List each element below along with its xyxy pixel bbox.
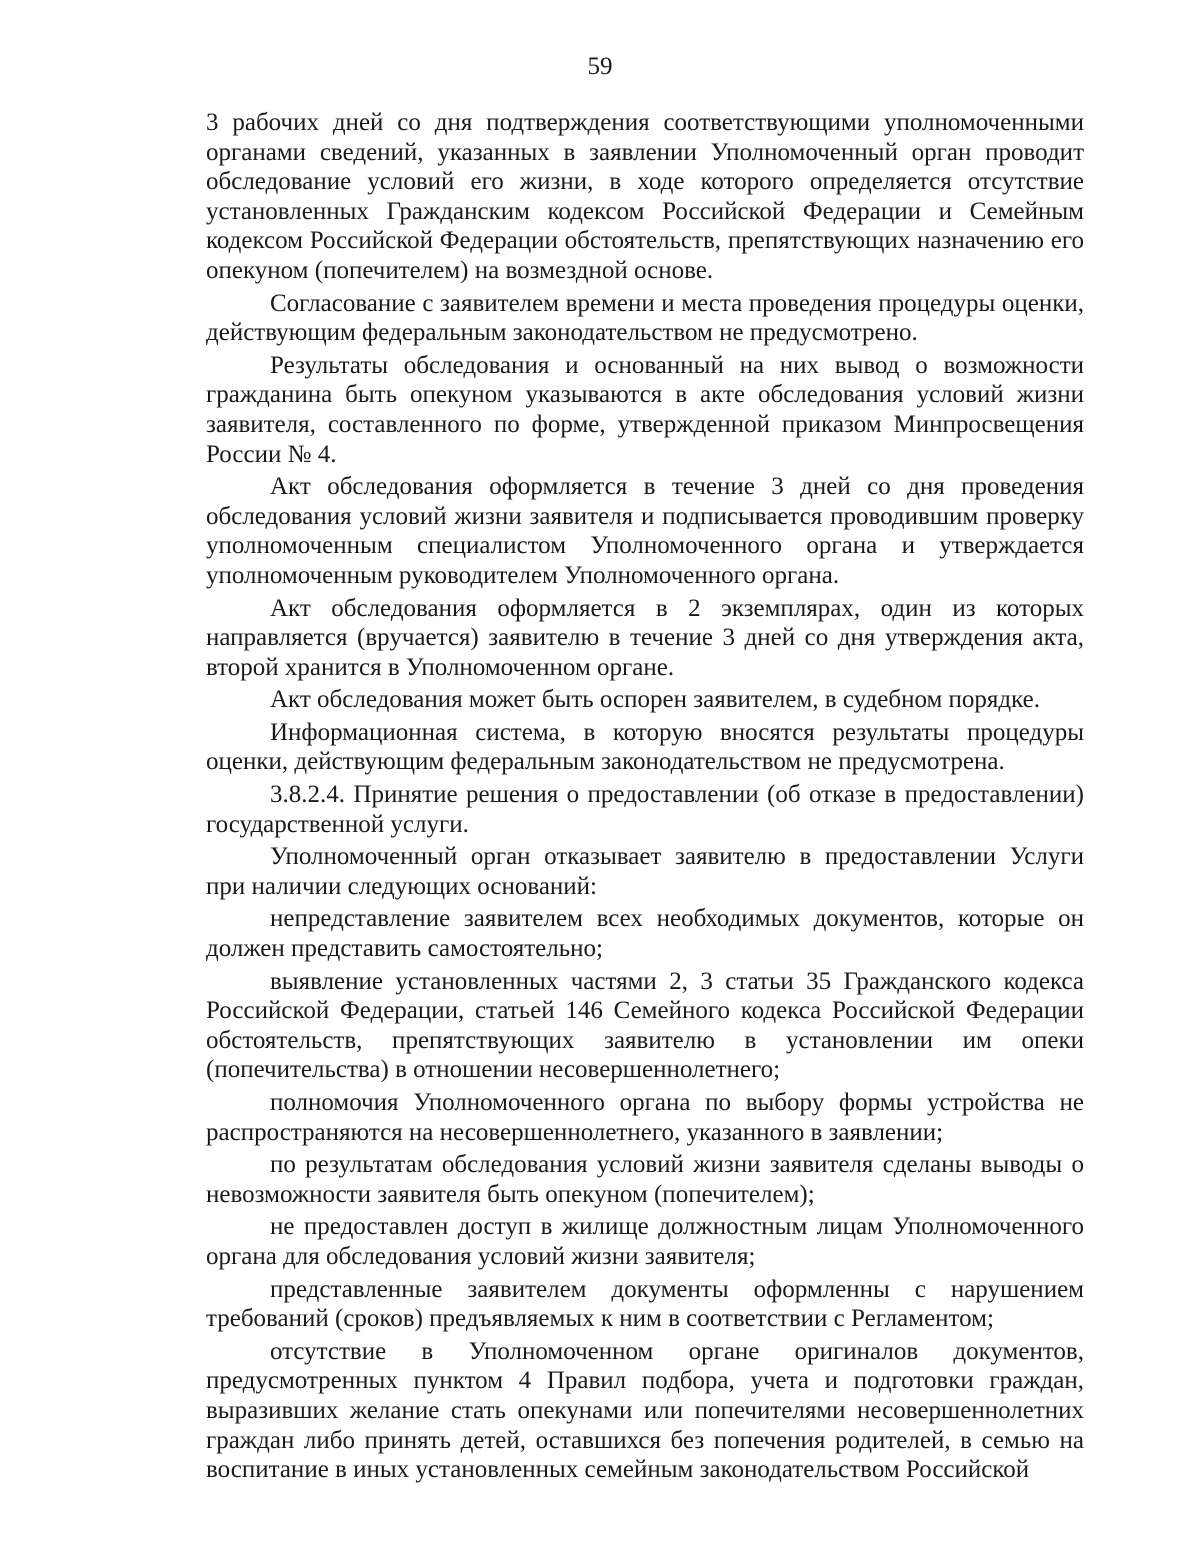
refusal-reason-item: не предоставлен доступ в жилище должностным лицам Уполномоченного органа для обследования условий жизни заявителя; [206,1213,1084,1270]
paragraph-act-preparation: Акт обследования оформляется в течение 3 дней со дня проведения обследования условий жизни заявителя и подписывается проводившим проверку уполномоченным специалистом Уполномоченного органа и утверждается уполномоченным руководителем Уполномоченного органа. [206,473,1084,589]
refusal-reason-item: выявление установленных частями 2, 3 статьи 35 Гражданского кодекса Российской Федерации, статьей 146 Семейного кодекса Российской Федерации обстоятельств, препятствующих заявителю в установлении им опеки (попечительства) в отношении несовершеннолетнего; [206,967,1084,1084]
section-heading-3-8-2-4: 3.8.2.4. Принятие решения о предоставлении (об отказе в предоставлении) государственной услуги. [206,781,1084,838]
paragraph-act-copies: Акт обследования оформляется в 2 экземплярах, один из которых направляется (вручается) заявителю в течение 3 дней со дня утверждения акта, второй хранится в Уполномоченном органе. [206,594,1084,681]
refusal-reason-item: по результатам обследования условий жизни заявителя сделаны выводы о невозможности заявителя быть опекуном (попечителем); [206,1151,1084,1208]
refusal-reason-item: непредставление заявителем всех необходимых документов, которые он должен представить самостоятельно; [206,905,1084,963]
paragraph-information-system: Информационная система, в которую вносятся результаты процедуры оценки, действующим федеральным законодательством не предусмотрена. [206,718,1084,776]
refusal-reason-item: полномочия Уполномоченного органа по выбору формы устройства не распространяются на несовершеннолетнего, указанного в заявлении; [206,1089,1084,1146]
paragraph-inspection-results: Результаты обследования и основанный на них вывод о возможности гражданина быть опекуном указываются в акте обследования условий жизни заявителя, составленного по форме, утвержденной приказом Минпросвещения России № 4. [206,351,1084,468]
page-number: 59 [587,53,613,80]
paragraph-continuation: 3 рабочих дней со дня подтверждения соответствующими уполномоченными органами сведений, указанных в заявлении Уполномоченный орган проводит обследование условий его жизни, в ходе которого определяется отсутствие установленных Гражданским кодексом Российской Федерации и Семейным кодексом Российской Федерации обстоятельств, препятствующих назначению его опекуном (попечителем) на возмездной основе. [206,109,1084,284]
paragraph-procedure-coordination: Согласование с заявителем времени и места проведения процедуры оценки, действующим федеральным законодательством не предусмотрено. [206,289,1084,347]
refusal-reason-item: представленные заявителем документы оформленны с нарушением требований (сроков) предъявляемых к ним в соответствии с Регламентом; [206,1275,1084,1333]
paragraph-refusal-intro: Уполномоченный орган отказывает заявителю в предоставлении Услуги при наличии следующих оснований: [206,843,1084,900]
paragraph-act-appeal: Акт обследования может быть оспорен заявителем, в судебном порядке. [270,686,1041,714]
document-body [206,108,1084,1488]
refusal-reason-item: отсутствие в Уполномоченном органе оригиналов документов, предусмотренных пунктом 4 Правил подбора, учета и подготовки граждан, выразивших желание стать опекунами или попечителями несовершеннолетних граждан либо принять детей, оставшихся без попечения родителей, в семью на воспитание в иных установленных семейным законодательством Российской [206,1337,1084,1484]
